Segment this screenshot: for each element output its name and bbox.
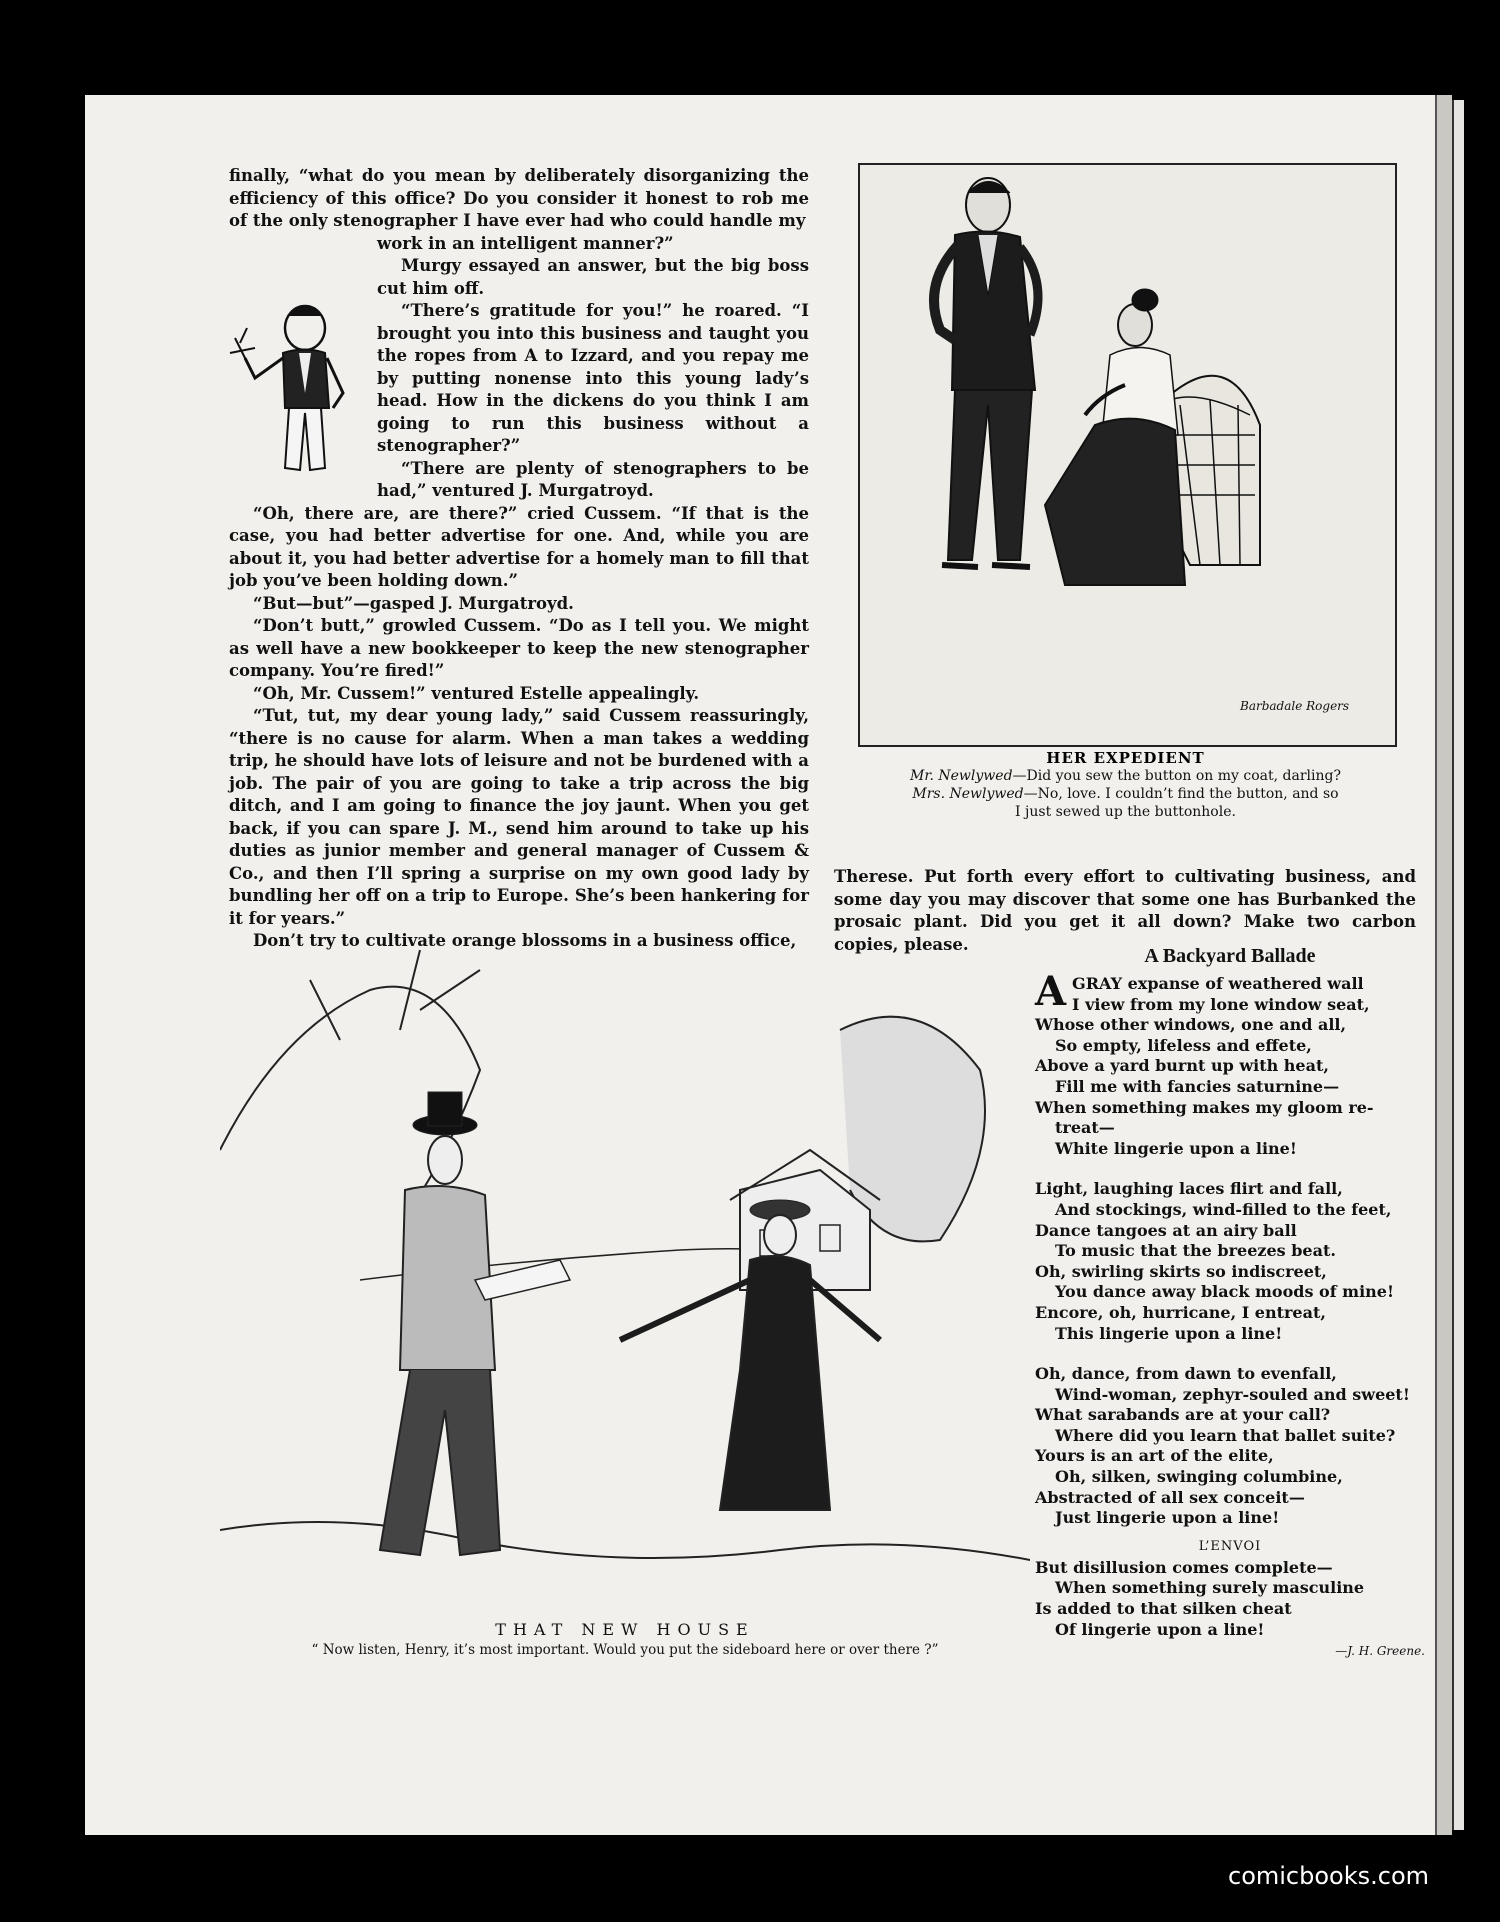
backyard-ballade-poem — [1035, 945, 1425, 1658]
poem-line: So empty, lifeless and effete, — [1055, 1035, 1312, 1055]
boss-cartoon-illustration — [225, 298, 370, 478]
article-paragraph: “There are plenty of stenographers to be had,” ventured J. Murgatroyd. — [377, 458, 809, 500]
poem-line: Whose other windows, one and all, — [1035, 1015, 1347, 1035]
caption-line: —Did you sew the button on my coat, darling? — [1012, 768, 1341, 784]
poem-line: Encore, oh, hurricane, I entreat, — [1035, 1302, 1326, 1322]
envoi-title: L’ENVOI — [1198, 1538, 1262, 1554]
article-left-column — [229, 165, 809, 953]
article-paragraph: “Don’t butt,” growled Cussem. “Do as I tell you. We might as well have a new bookkeeper to keep the new stenographer company. You’re fired!” — [229, 616, 809, 680]
poem-line: Wind-woman, zephyr-souled and sweet! — [1055, 1384, 1410, 1404]
her-expedient-illustration — [858, 163, 1397, 747]
speaker-name: Mr. Newlywed — [910, 768, 1013, 784]
caption-line: —No, love. I couldn’t find the button, and so — [1023, 786, 1339, 802]
poem-line: Just lingerie upon a line! — [1055, 1508, 1280, 1528]
caption-title: THAT NEW HOUSE — [495, 1620, 755, 1639]
poem-line: Oh, swirling skirts so indiscreet, — [1035, 1261, 1327, 1281]
poem-line: Oh, dance, from dawn to evenfall, — [1035, 1364, 1337, 1384]
poem-line: White lingerie upon a line! — [1055, 1138, 1297, 1158]
poem-line: Abstracted of all sex conceit— — [1035, 1487, 1305, 1507]
poem-line: But disillusion comes complete— — [1035, 1557, 1333, 1577]
her-expedient-caption — [858, 749, 1393, 821]
site-watermark: comicbooks.com — [1228, 1862, 1430, 1890]
poem-line: Oh, silken, swinging columbine, — [1055, 1467, 1343, 1487]
poem-line: Is added to that silken cheat — [1035, 1599, 1292, 1619]
article-paragraph: “Oh, there are, are there?” cried Cussem. “If that is the case, you had better advertise for one. And, while you are about it, you had better advertise for a homely man to fill that job you’ve been holding down.” — [229, 503, 809, 590]
article-paragraph: “There’s gratitude for you!” he roared. “I brought you into this business and taught you the ropes from A to Izzard, and you repay me by putting nonense into this young lady’s head. How in the dickens do you think I am going to run this business without a stenographer?” — [377, 301, 809, 455]
poem-line: This lingerie upon a line! — [1055, 1323, 1283, 1343]
page-edge-next — [1452, 100, 1464, 1830]
poem-signature: —J. H. Greene. — [1335, 1644, 1425, 1659]
poem-line: Fill me with fancies saturnine— — [1055, 1076, 1340, 1096]
poem-line: Light, laughing laces flirt and fall, — [1035, 1179, 1343, 1199]
that-new-house-caption — [210, 1620, 1040, 1658]
article-paragraph: finally, “what do you mean by deliberately disorganizing the efficiency of this office? Do you consider it honest to rob me of the only stenographer I have ever had who could handle my — [229, 166, 809, 230]
poem-line: To music that the breezes beat. — [1055, 1241, 1336, 1261]
page-edge — [1435, 95, 1452, 1835]
poem-line: Yours is an art of the elite, — [1035, 1446, 1274, 1466]
drop-cap: A — [1035, 968, 1067, 1015]
article-paragraph: Don’t try to cultivate orange blossoms in a business office, — [253, 931, 797, 950]
poem-title: A Backyard Ballade — [1144, 945, 1316, 967]
caption-line: “ Now listen, Henry, it’s most important. Would you put the sideboard here or over there ?” — [311, 1642, 939, 1658]
caption-line: I just sewed up the buttonhole. — [1015, 804, 1236, 820]
poem-line: treat— — [1055, 1118, 1115, 1138]
poem-line: What sarabands are at your call? — [1035, 1405, 1331, 1425]
article-paragraph: “Tut, tut, my dear young lady,” said Cussem reassuringly, “there is no cause for alarm. When a man takes a wedding trip, he should have lots of leisure and not be burdened with a job. The pair of you are going to take a trip across the big ditch, and I am going to finance the joy jaunt. When you get back, if you can spare J. M., send him around to take up his duties as junior member and general manager of Cussem & Co., and then I’ll spring a surprise on my own good lady by bundling her off on a trip to Europe. She’s been hankering for it for years.” — [229, 706, 809, 928]
article-paragraph: “Oh, Mr. Cussem!” ventured Estelle appealingly. — [253, 683, 700, 703]
poem-line: GRAY expanse of weathered wall — [1072, 974, 1364, 993]
poem-line: I view from my lone window seat, — [1072, 994, 1370, 1014]
poem-line: You dance away black moods of mine! — [1055, 1282, 1394, 1302]
article-paragraph: work in an intelligent manner?” — [377, 233, 674, 253]
caption-title: HER EXPEDIENT — [1046, 749, 1205, 767]
poem-line: And stockings, wind-filled to the feet, — [1055, 1199, 1392, 1219]
article-paragraph: Therese. Put forth every effort to cultivating business, and some day you may discover that some one has Burbanked the prosaic plant. Did you get it all down? Make two carbon copies, please. — [834, 867, 1416, 954]
article-paragraph: “But—but”—gasped J. Murgatroyd. — [253, 593, 574, 613]
that-new-house-illustration — [220, 950, 1030, 1615]
article-right-column — [834, 866, 1416, 956]
poem-line: Of lingerie upon a line! — [1055, 1619, 1265, 1639]
speaker-name: Mrs. Newlywed — [912, 786, 1024, 802]
poem-line: When something makes my gloom re- — [1035, 1097, 1374, 1117]
poem-line: When something surely masculine — [1055, 1578, 1365, 1598]
article-paragraph: Murgy essayed an answer, but the big boss cut him off. — [377, 256, 809, 298]
poem-line: Above a yard burnt up with heat, — [1035, 1056, 1329, 1076]
poem-line: Where did you learn that ballet suite? — [1055, 1425, 1396, 1445]
poem-line: Dance tangoes at an airy ball — [1035, 1220, 1297, 1240]
artist-signature: Barbadale Rogers — [1240, 699, 1350, 713]
